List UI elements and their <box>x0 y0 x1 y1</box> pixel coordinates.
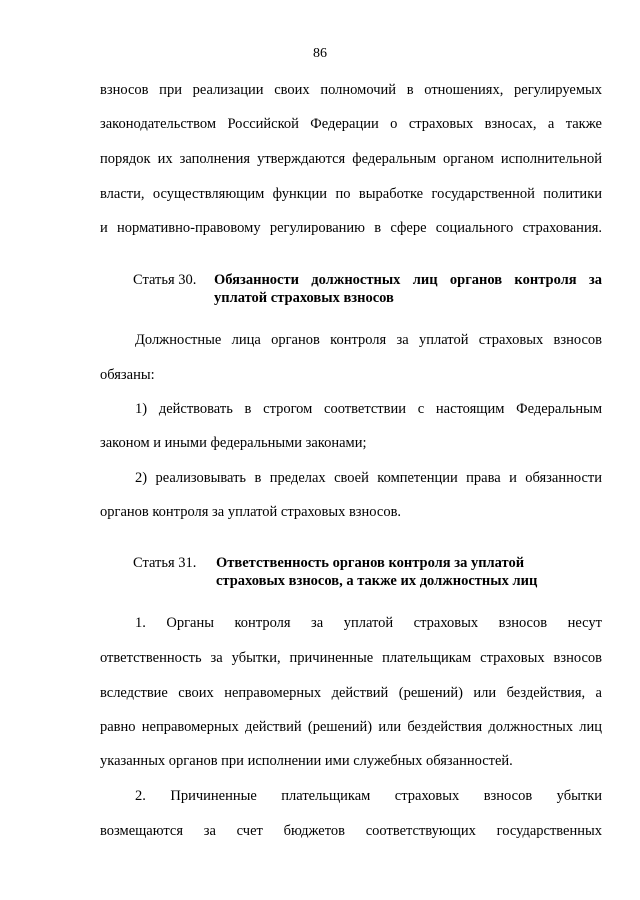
text-line: ответственность за убытки, причиненные плательщикам страховых взносов <box>100 650 602 666</box>
text-line: вследствие своих неправомерных действий (решений) или бездействия, а <box>100 685 602 701</box>
text-line: возмещаются за счет бюджетов соответствующих государственных <box>100 823 602 839</box>
text-line: власти, осуществляющим функции по выработке государственной политики <box>100 186 602 202</box>
text-line: законодательством Российской Федерации о страховых взносах, а также <box>100 116 602 132</box>
list-item-1-line: 1) действовать в строгом соответствии с настоящим Федеральным <box>135 401 602 417</box>
text-line: Должностные лица органов контроля за уплатой страховых взносов <box>135 332 602 348</box>
article-31-number: Статья 31. <box>133 555 197 571</box>
text-line: равно неправомерных действий (решений) или бездействия должностных лиц <box>100 719 602 735</box>
article-30-title-line1: Обязанности должностных лиц органов контроля за <box>214 272 602 288</box>
text-line: обязаны: <box>100 367 155 383</box>
text-line: порядок их заполнения утверждаются федеральным органом исполнительной <box>100 151 602 167</box>
text-line: 2. Причиненные плательщикам страховых взносов убытки <box>135 788 602 804</box>
list-item-1-line: законом и иными федеральными законами; <box>100 435 367 451</box>
list-item-2-line: 2) реализовывать в пределах своей компетенции права и обязанности <box>135 470 602 486</box>
article-30-number: Статья 30. <box>133 272 197 288</box>
text-line: указанных органов при исполнении ими служебных обязанностей. <box>100 753 513 769</box>
list-item-2-line: органов контроля за уплатой страховых взносов. <box>100 504 402 520</box>
article-30-title-line2: уплатой страховых взносов <box>214 290 394 306</box>
page-number: 86 <box>313 46 327 61</box>
text-line: взносов при реализации своих полномочий в отношениях, регулируемых <box>100 82 602 98</box>
text-line: и нормативно-правовому регулированию в сфере социального страхования. <box>100 220 602 236</box>
text-line: 1. Органы контроля за уплатой страховых взносов несут <box>135 615 602 631</box>
article-31-title-line1: Ответственность органов контроля за уплатой <box>216 555 525 571</box>
article-31-title-line2: страховых взносов, а также их должностных лиц <box>216 573 538 589</box>
